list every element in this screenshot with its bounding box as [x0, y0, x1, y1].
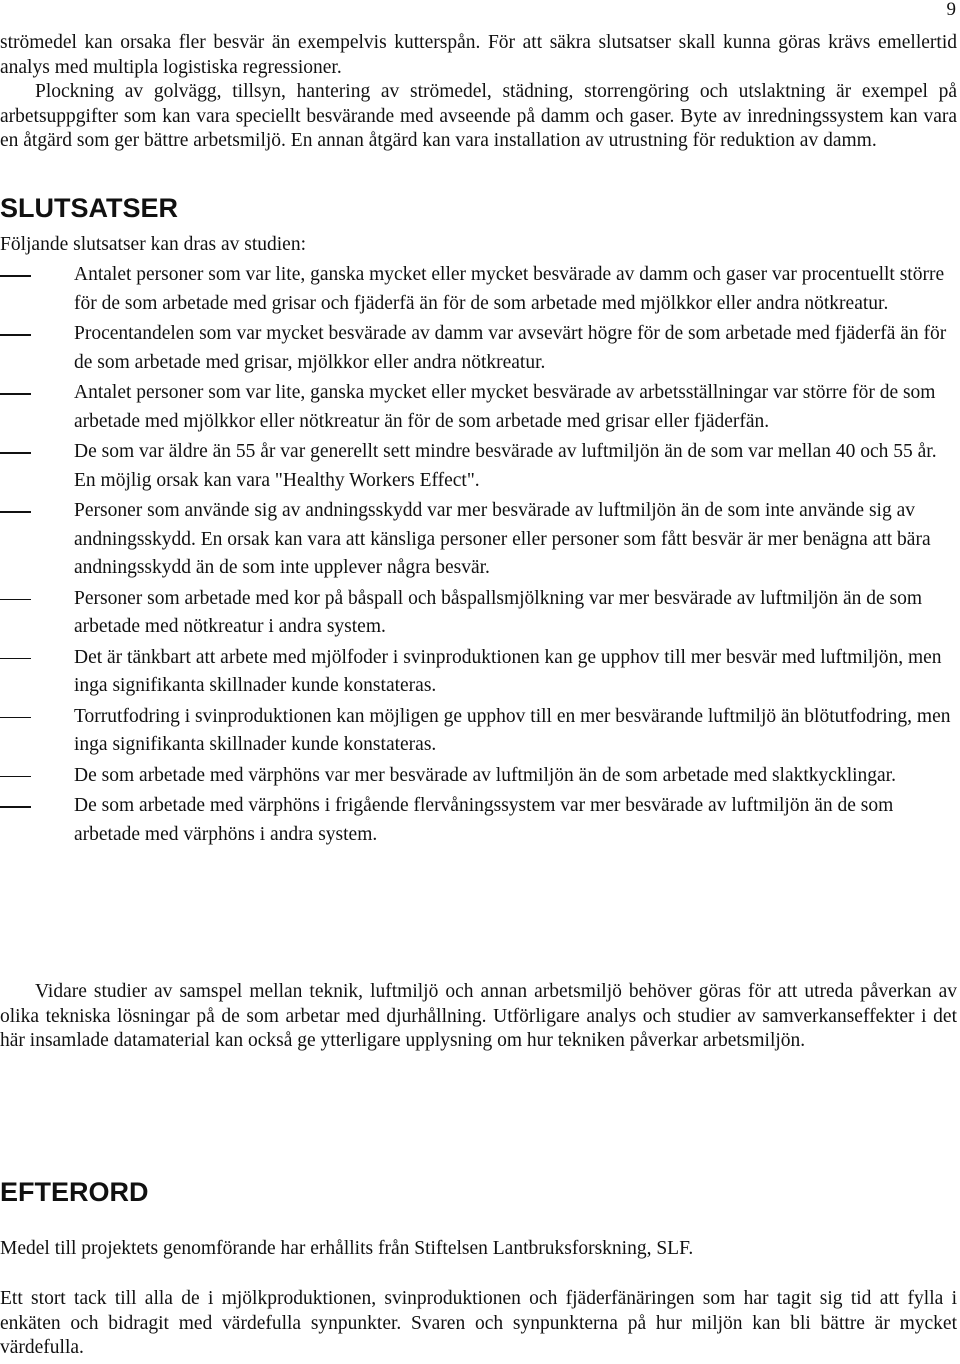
- conclusion-text: Personer som använde sig av andningsskydd var mer besvärade av luftmiljön än de som inte använde sig av andningsskydd. En orsak kan vara att känsliga personer eller personer som fått besvär är mer benägna att bära andningsskydd än de som inte upplever några besvär.: [74, 500, 931, 578]
- conclusion-text: De som arbetade med värphöns i frigående flervåningssystem var mer besvärade av luftmiljön än de som arbetade med värphöns i andra system.: [74, 795, 894, 845]
- conclusion-item: [0, 792, 957, 849]
- conclusion-item: [0, 703, 957, 760]
- closing-paragraph: Vidare studier av samspel mellan teknik, luftmiljö och annan arbetsmiljö behöver göras för att utreda påverkan av olika tekniska lösningar på de som arbetar med djurhållning. Utförligare analys och studier av samverkanseffekter i det här insamlade datamaterial kan också ge ytterligare upplysning om hur tekniken påverkar arbetsmiljön.: [0, 981, 957, 1051]
- efterord-paragraph-1: Medel till projektets genomförande har erhållits från Stiftelsen Lantbruksforskning, SLF.: [0, 1238, 694, 1259]
- conclusion-text: Det är tänkbart att arbete med mjölfoder i svinproduktionen kan ge upphov till mer besvär med luftmiljön, men inga signifikanta skillnader kunde konstateras.: [74, 646, 942, 696]
- slutsatser-heading: SLUTSATSER: [0, 193, 179, 223]
- conclusions-list: [0, 261, 957, 851]
- conclusion-text: Personer som arbetade med kor på båspall och båspallsmjölkning var mer besvärade av luftmiljön än de som arbetade med nötkreatur i andra system.: [74, 587, 923, 637]
- conclusion-text: Antalet personer som var lite, ganska mycket eller mycket besvärade av arbetsställningar var större för de som arbetade med mjölkkor eller nötkreatur än för de som arbetade med grisar eller fjäderfän.: [74, 382, 936, 432]
- conclusion-item: [0, 497, 957, 583]
- conclusion-item: [0, 379, 957, 436]
- conclusion-item: [0, 644, 957, 701]
- conclusion-text: Torrutfodring i svinproduktionen kan möjligen ge upphov till en mer besvärande luftmiljö än blötutfodring, men inga signifikanta skillnader kunde konstateras.: [74, 705, 951, 755]
- conclusion-item: [0, 320, 957, 377]
- slutsatser-lead: Följande slutsatser kan dras av studien:: [0, 234, 306, 255]
- conclusion-item: [0, 585, 957, 642]
- efterord-paragraph-2: Ett stort tack till alla de i mjölkproduktionen, svinproduktionen och fjäderfänäringen som har tagit sig tid att fylla i enkäten och bidragit med värdefulla synpunkter. Svaren och synpunkterna på hur miljön kan bli bättre är mycket värdefulla.: [0, 1288, 957, 1358]
- conclusion-text: Antalet personer som var lite, ganska mycket eller mycket besvärade av damm och gaser var procentuellt större för de som arbetade med grisar och fjäderfä än för de som arbetade med mjölkkor eller andra nötkreatur.: [74, 264, 945, 314]
- conclusion-item: [0, 438, 957, 495]
- conclusion-item: [0, 762, 957, 791]
- efterord-heading: EFTERORD: [0, 1177, 149, 1207]
- conclusion-text: De som arbetade med värphöns var mer besvärade av luftmiljön än de som arbetade med slaktkycklingar.: [74, 764, 896, 786]
- intro-paragraph-2: Plockning av golvägg, tillsyn, hantering av strömedel, städning, storrengöring och utslaktning är exempel på arbetsuppgifter som kan vara speciellt besvärande med avseende på damm och gaser. Byte av inredningssystem kan vara en åtgärd som ger bättre arbetsmiljö. En annan åtgärd kan vara installation av utrustning för reduktion av damm.: [0, 81, 957, 151]
- conclusion-item: [0, 261, 957, 318]
- intro-paragraph-1: strömedel kan orsaka fler besvär än exempelvis kutterspån. För att säkra slutsatser skall kunna göras krävs emellertid analys med multipla logistiska regressioner.: [0, 32, 957, 78]
- page-number: 9: [946, 0, 956, 20]
- conclusion-text: De som var äldre än 55 år var generellt sett mindre besvärade av luftmiljön än de som var mellan 40 och 55 år. En möjlig orsak kan vara "Healthy Workers Effect".: [74, 441, 937, 491]
- conclusion-text: Procentandelen som var mycket besvärade av damm var avsevärt högre för de som arbetade med fjäderfä än för de som arbetade med grisar, mjölkkor eller andra nötkreatur.: [74, 323, 947, 373]
